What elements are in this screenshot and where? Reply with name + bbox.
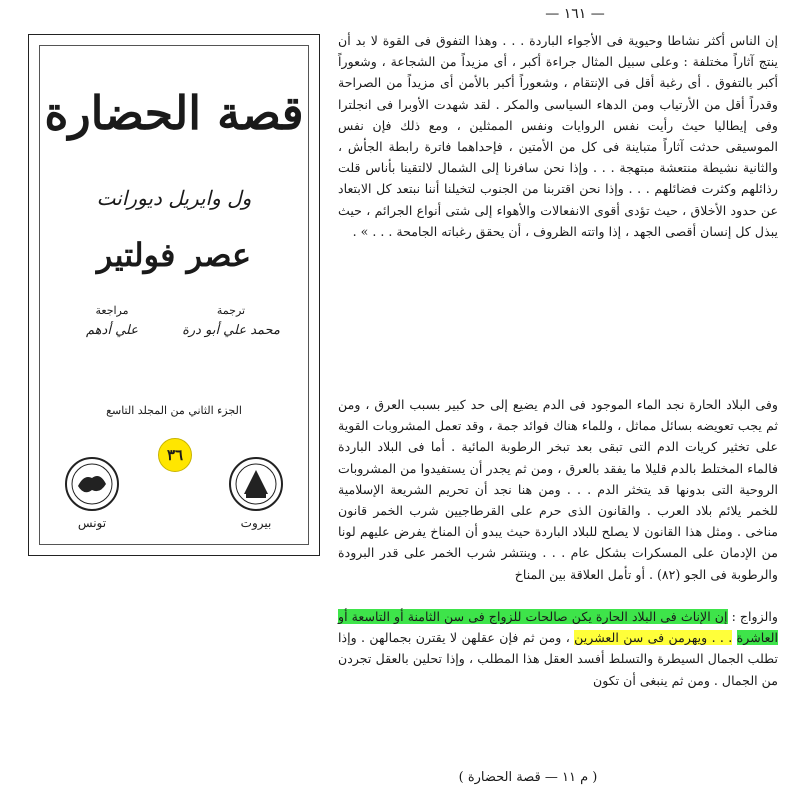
tunis-publisher-emblem-icon bbox=[64, 456, 120, 512]
translation-label: ترجمة bbox=[216, 304, 246, 317]
paragraph-3-intro: والزواج : bbox=[731, 609, 778, 624]
review-label: مراجعة bbox=[95, 304, 129, 317]
publisher-left-label: تونس bbox=[77, 516, 107, 530]
reviewer-name: علي أدهم bbox=[86, 323, 138, 338]
cover-author: ول وايريل ديورانت bbox=[96, 186, 252, 210]
cover-title: قصة الحضارة bbox=[44, 86, 304, 140]
series-number-badge: ٣٦ bbox=[158, 438, 192, 472]
translator-credit bbox=[176, 304, 286, 338]
paragraph-2: وفى البلاد الحارة نجد الماء الموجود فى الدم يضيع إلى حد كبير بسبب العرق ، ومن ثم يجب تعويضه بسائل مماثل ، وللماء هناك فوائد جمة ، وقد تعمل المشروبات القوية على تخثير كريات الدم التى تبقى بعد تبخر الرطوبة المائية . أما فى البلاد الباردة فالماء المختلط بالدم قليلا ما يفقد بالعرق ، ومن ثم يجدر أن يستفيدوا من المشروبات الروحية التى بدونها قد يتخثر الدم . . . ومن هنا نجد أن تحريم الشريعة الإسلامية للخمر يلائم بلاد العرب . والقانون الذى حرم على القرطاجيين شرب الخمر قانون مناخى . ومثل هذا القانون لا يصلح للبلاد الباردة حيث يبدو أن المناخ يفرض عليهم لونا من الإدمان على المسكرات بشكل عام . . . وينتشر شرب الخمر على قدر البرودة والرطوبة فى الجو (٨٢) . أو تأمل العلاقة بين المناخ bbox=[338, 397, 778, 582]
publisher-right-label: بيروت bbox=[240, 516, 272, 530]
paragraph-3-rest: ، ومن ثم فإن عقلهن لا يقترن بجمالهن . وإذا تطلب الجمال السيطرة والتسلط أفسد العقل هذا المطلب ، وإذا تحلين بالعقل تجردن من الجمال . ومن ثم ينبغى أن تكون bbox=[338, 630, 778, 688]
book-cover bbox=[28, 34, 320, 556]
page-footer: ( م ١١ — قصة الحضارة ) bbox=[458, 770, 598, 785]
page-number: — ١٦١ — bbox=[545, 6, 605, 22]
paragraph-1: إن الناس أكثر نشاطا وحيوية فى الأجواء الباردة . . . وهذا التفوق فى القوة لا بد أن ينتج آثاراً مختلفة : وعلى سبيل المثال جراءة أكبر ، أى مزيداً من الشجاعة ، وشعوراً أكبر بالتفوق . أى رغبة أقل فى الإنتقام ، وشعوراً أكبر بالأمن أى مزيداً من الصراحة وقدراً أقل من الأرتياب ومن الدهاء السياسى والمكر . لقد شهدت الأوبرا فى انجلترا وفى إيطاليا حيث رأيت نفس الروايات ونفس الممثلين ، ومع ذلك فإن نفس الموسيقى حدثت آثاراً متباينة فى كل من الأمتين ، فإحداهما فاترة رابطة الجأش ، والثانية نشيطة منتعشة مبتهجة . . . وإذا نحن سافرنا إلى الشمال لالتقينا بأناس قلت رذائلهم وكثرت فضائلهم . . . وإذا نحن اقتربنا من الجنوب لتخيلنا أننا نبتعد كل الابتعاد عن حدود الأخلاق ، حيث تؤدى أقوى الانفعالات والأهواء إلى شتى أنواع الجرائم ، حيث يبذل كل إنسان أقصى الجهد ، إذا واتته الظروف ، أن يحقق رغباته الجامحة . . . » . bbox=[338, 33, 778, 239]
translator-name: محمد علي أبو درة bbox=[182, 323, 280, 338]
highlight-yellow: . . . ويهرمن فى سن العشرين bbox=[574, 630, 733, 646]
cover-subtitle: عصر فولتير bbox=[96, 236, 252, 274]
cover-frame bbox=[39, 45, 309, 545]
paragraph-3 bbox=[338, 606, 778, 691]
highlight-green: إن الإناث فى البلاد الحارة يكن صالحات للزواج فى سن الثامنة أو التاسعة أو العاشرة bbox=[338, 609, 778, 646]
beirut-publisher-emblem-icon bbox=[228, 456, 284, 512]
cover-volume: الجزء الثاني من المجلد التاسع bbox=[106, 404, 242, 417]
cover-credits bbox=[40, 304, 308, 364]
page-text bbox=[338, 30, 778, 688]
reviewer-credit bbox=[62, 304, 162, 338]
